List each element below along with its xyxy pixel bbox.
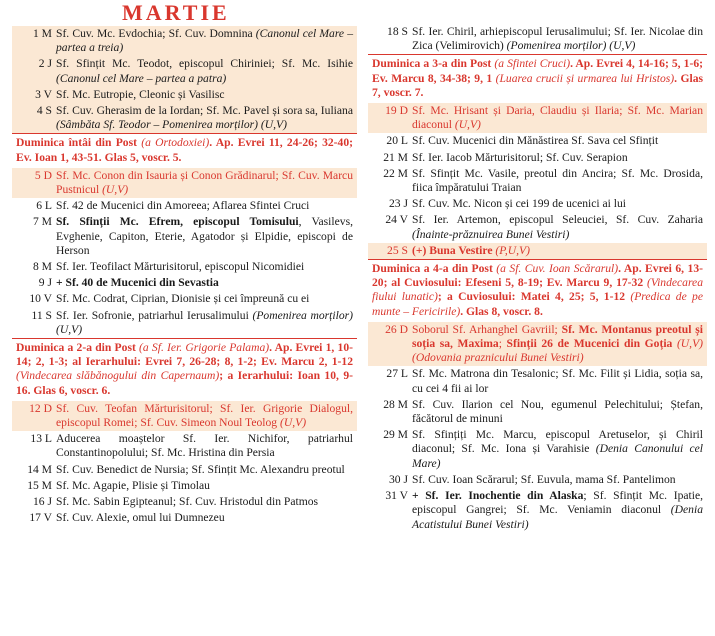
day-text-part: (Denia Canonului cel Mare) — [412, 442, 703, 470]
day-label: 3 V — [35, 87, 52, 101]
day-text-part: Sf. Mc. Eutropie, Cleonic și Vasilisc — [56, 87, 225, 101]
day-label: 6 L — [36, 199, 52, 213]
sunday-text-part: (a Sf. Cuv. Ioan Scărarul) — [496, 262, 619, 276]
sunday-text-part: (a Ortodoxiei) — [141, 136, 210, 150]
day-text — [412, 151, 703, 165]
day-label: 12 D — [29, 401, 52, 415]
day-text — [56, 309, 353, 337]
day-label: 22 M — [383, 166, 408, 180]
calendar-day-row — [368, 488, 707, 533]
sunday-text-part: ; a Ierarhului: Ioan 10, 9-16. Glas 6, voscr. 6. — [16, 369, 353, 397]
sunday-reading — [12, 133, 357, 167]
calendar-day-row — [12, 510, 357, 526]
day-text — [412, 25, 703, 53]
day-label: 18 S — [387, 25, 408, 38]
sunday-text-part: (Luarea crucii și urmarea lui Hristos) — [495, 71, 675, 85]
day-label: 9 J — [38, 276, 52, 290]
calendar-day-row — [368, 166, 707, 196]
day-label: 30 J — [388, 472, 408, 486]
day-text — [412, 167, 703, 195]
day-text — [56, 402, 353, 430]
day-text-part: Sf. Mc. Conon din Isauria și Conon Grădinarul; Sf. Cuv. Marcu Pustnicul — [56, 168, 353, 197]
calendar-day-row — [368, 24, 707, 54]
right-column — [368, 24, 707, 533]
day-text-part: + Sf. Ier. Inochentie din Alaska — [412, 489, 584, 503]
day-label: 8 M — [32, 260, 52, 274]
day-text — [56, 88, 353, 102]
sunday-text-part: . Glas 7, voscr. 7. — [372, 71, 703, 99]
calendar-day-row — [12, 168, 357, 198]
day-text-part: Aducerea moaștelor Sf. Ier. Nichifor, patriarhul Constantinopolului; Sf. Mc. Hristina din Persia — [56, 432, 353, 460]
calendar-day-row — [12, 275, 357, 291]
sunday-text-part: . Glas 8, voscr. 8. — [460, 304, 543, 318]
calendar-day-row — [368, 427, 707, 472]
day-text — [412, 489, 703, 532]
day-text-part: ; — [498, 337, 507, 351]
calendar-day-row — [368, 366, 707, 396]
day-text — [412, 134, 703, 148]
day-text-part: (U,V) — [454, 118, 481, 132]
day-label: 19 D — [385, 104, 408, 118]
day-label: 2 J — [38, 57, 52, 71]
calendar-day-row — [12, 462, 357, 478]
day-label: 16 J — [32, 495, 52, 509]
day-text-part: Sf. Sfințiți Mc. Marcu, episcopul Aretuselor, și Chiril diaconul; Sf. Mc. Iona și Varahisie — [412, 428, 703, 456]
day-label: 27 L — [386, 367, 408, 381]
day-text-part: (P,U,V) — [492, 243, 530, 257]
day-text-part: Sfinții 26 de Mucenici din Goția — [506, 337, 673, 351]
calendar-day-row — [12, 87, 357, 103]
calendar-day-row — [12, 214, 357, 259]
day-text — [412, 428, 703, 471]
day-text-part: (Canonul cel Mare – partea a patra) — [56, 71, 227, 85]
day-text-part: (Pomenirea morților) (U,V) — [56, 308, 353, 336]
calendar-day-row — [368, 196, 707, 212]
sunday-text-part: (a Sfintei Cruci) — [494, 57, 571, 71]
day-text-part: Sf. Cuv. Mucenici din Mănăstirea Sf. Sava cel Sfințit — [412, 134, 659, 148]
calendar-day-row — [368, 150, 707, 166]
calendar-day-row — [12, 308, 357, 338]
sunday-text-part: Duminica întâi din Post — [16, 136, 142, 150]
day-text-part: Sf. Sfinții Mc. Efrem, episcopul Tomisului — [56, 215, 299, 229]
day-label: 1 M — [32, 27, 52, 40]
calendar-day-row — [12, 26, 357, 56]
day-text-part: Sf. Mc. Agapie, Plisie și Timolau — [56, 478, 210, 492]
day-text — [56, 104, 353, 132]
day-text-part: Sf. Cuv. Ioan Scărarul; Sf. Euvula, mama Sf. Pantelimon — [412, 472, 676, 486]
calendar-day-row — [368, 103, 707, 133]
day-text-part: Sf. Cuv. Alexie, omul lui Dumnezeu — [56, 511, 225, 525]
day-label: 14 M — [27, 462, 52, 476]
sunday-reading — [12, 338, 357, 401]
day-text — [56, 260, 353, 274]
calendar-day-row — [12, 56, 357, 86]
day-text — [412, 213, 703, 241]
day-text-part: Sf. Mc. Montanus preotul și soția sa, Maxima — [412, 322, 703, 351]
day-text-part: Sf. Cuv. Gherasim de la Iordan; Sf. Mc. Pavel și sora sa, Iuliana — [56, 104, 353, 118]
day-text-part: Sf. Cuv. Teofan Mărturisitorul; Sf. Ier. Grigorie Dialogul, episcopul Romei; Sf. Cuv. Simeon Noul Teolog — [56, 401, 353, 430]
calendar-day-row — [12, 291, 357, 307]
calendar-day-row — [12, 401, 357, 431]
day-label: 17 V — [29, 511, 52, 525]
day-label: 26 D — [385, 322, 408, 336]
day-label: 21 M — [383, 150, 408, 164]
day-text-part: , Vasilevs, Evghenie, Capiton, Eterie, Agatodor și Elpidie, episcopi de Herson — [56, 215, 353, 257]
day-text-part: (+) Buna Vestire — [412, 243, 493, 257]
sunday-text-part: ; a Cuviosului: Matei 4, 25; 5, 1-12 — [437, 290, 631, 304]
sunday-text-part: . Ap. Evrei 4, 14-16; 5, 1-6; Ev. Marcu 8, 34-38; 9, 1 — [372, 57, 703, 85]
sunday-text-part: (Vindecarea fiului lunatic) — [372, 276, 703, 304]
day-text — [56, 495, 353, 509]
day-text-part: Soborul Sf. Arhanghel Gavriil; — [412, 322, 562, 336]
day-text — [412, 104, 703, 132]
day-text-part: (Sâmbăta Sf. Teodor – Pomenirea morților) (U,V) — [56, 118, 288, 132]
day-label: 15 M — [27, 478, 52, 492]
calendar-day-row — [368, 397, 707, 427]
day-text-part: Sf. Ier. Artemon, episcopul Seleuciei, Sf. Cuv. Zaharia — [412, 213, 703, 227]
calendar-day-row — [368, 322, 707, 367]
sunday-text-part: (a Sf. Ier. Grigorie Palama) — [139, 341, 270, 355]
calendar-day-row — [368, 212, 707, 242]
day-text-part: (Înainte-prăznuirea Bunei Vestiri) — [412, 227, 570, 241]
sunday-text-part: (Vindecarea slăbănogului din Capernaum) — [16, 369, 220, 383]
day-text-part: ; Sf. Sfințit Mc. Ipatie, episcopul Gangrei; Sf. Mc. Veniamin diaconul — [412, 489, 703, 517]
day-label: 25 S — [387, 243, 408, 257]
day-text — [56, 169, 353, 197]
sunday-text-part: Duminica a 2-a din Post — [16, 341, 140, 355]
day-label: 10 V — [29, 292, 52, 306]
day-text-part: Sf. Sfințit Mc. Teodot, episcopul Chiriniei; Sf. Mc. Isihie — [56, 57, 353, 71]
sunday-reading — [368, 259, 707, 322]
day-label: 13 L — [30, 432, 52, 446]
day-text-part: (Pomenirea morților) (U,V) — [506, 39, 636, 53]
day-text-part: Sf. Ier. Sofronie, patriarhul Ierusalimului — [56, 308, 253, 322]
day-text — [412, 197, 703, 211]
day-text-part: Sf. Mc. Hrisant și Daria, Claudiu și Ilaria; Sf. Mc. Marian diaconul — [412, 104, 703, 132]
day-text — [56, 292, 353, 306]
sunday-text-part: Duminica a 3-a din Post — [372, 57, 495, 71]
day-text — [412, 367, 703, 395]
day-text — [56, 276, 353, 290]
day-label: 31 V — [385, 489, 408, 503]
day-text — [412, 244, 703, 258]
day-text-part: Sf. Ier. Teofilact Mărturisitorul, episcopul Nicomidiei — [56, 260, 305, 274]
left-column — [12, 0, 357, 527]
day-text-part: (U,V) — [102, 183, 129, 197]
day-text-part: Sf. Cuv. Benedict de Nursia; Sf. Sfințit Mc. Alexandru preotul — [56, 462, 345, 476]
day-label: 23 J — [388, 197, 408, 211]
day-text — [56, 479, 353, 493]
day-text — [56, 199, 353, 213]
day-text-part: Sf. 42 de Mucenici din Amoreea; Aflarea Sfintei Cruci — [56, 199, 310, 213]
day-text-part: Sf. Mc. Sabin Egipteanul; Sf. Cuv. Hristodul din Patmos — [56, 495, 319, 509]
day-label: 20 L — [386, 134, 408, 148]
day-text-part: Sf. Cuv. Ilarion cel Nou, egumenul Pelechitului; Ștefan, făcătorul de minuni — [412, 397, 703, 426]
day-text — [56, 463, 353, 477]
sunday-reading — [368, 54, 707, 103]
calendar-day-row — [12, 478, 357, 494]
day-text-part: Sf. Mc. Codrat, Ciprian, Dionisie și cei împreună cu ei — [56, 292, 310, 306]
sunday-text-part: (Predica de pe munte – Fericirile) — [372, 290, 703, 318]
day-label: 24 V — [385, 213, 408, 227]
sunday-text-part: . Ap. Evrei 1, 10-14; 2, 1-3; al Ierarhului: Evrei 7, 26-28; 8, 1-2; Ev. Marcu 2, 1-12 — [16, 341, 353, 369]
day-text — [56, 432, 353, 460]
right-calendar-list — [368, 24, 707, 533]
day-text — [56, 511, 353, 525]
calendar-day-row — [368, 133, 707, 149]
calendar-day-row — [12, 494, 357, 510]
day-label: 28 M — [383, 397, 408, 411]
day-text-part: + Sf. 40 de Mucenici din Sevastia — [56, 276, 219, 290]
day-text-part: (U,V) — [279, 416, 307, 430]
calendar-day-row — [12, 431, 357, 461]
day-text-part: Sf. Ier. Iacob Mărturisitorul; Sf. Cuv. Serapion — [412, 150, 628, 164]
sunday-text-part: . Ap. Evrei 11, 24-26; 32-40; Ev. Ioan 1, 43-51. Glas 5, voscr. 5. — [16, 136, 353, 164]
day-label: 29 M — [383, 428, 408, 442]
day-label: 5 D — [34, 168, 52, 182]
sunday-text-part: Duminica a 4-a din Post — [372, 262, 497, 276]
day-text — [56, 27, 353, 55]
day-label: 4 S — [36, 104, 52, 118]
day-text-part: (U,V) (Odovania praznicului Bunei Vestiri) — [412, 337, 704, 365]
calendar-day-row — [12, 103, 357, 133]
day-text — [412, 473, 703, 487]
day-text-part: Sf. Cuv. Mc. Evdochia; Sf. Cuv. Domnina — [56, 27, 256, 40]
day-text — [56, 215, 353, 258]
left-calendar-list — [12, 26, 357, 527]
day-label: 11 S — [31, 308, 52, 322]
day-text-part: (Denia Acatistului Bunei Vestiri) — [412, 503, 703, 531]
calendar-day-row — [12, 259, 357, 275]
day-text — [412, 398, 703, 426]
day-text-part: Sf. Sfințit Mc. Vasile, preotul din Ancira; Sf. Mc. Drosida, fiica împăratului Traian — [412, 166, 703, 195]
month-title: MARTIE — [122, 0, 230, 25]
day-label: 7 M — [32, 215, 52, 229]
day-text-part: Sf. Mc. Matrona din Tesalonic; Sf. Mc. Filit și Lidia, soția sa, cu cei 4 fii ai lor — [412, 367, 703, 395]
day-text — [56, 57, 353, 85]
sunday-text-part: . Ap. Evrei 6, 13-20; al Cuviosului: Efeseni 5, 8-19; Ev. Marcu 9, 17-32 — [372, 262, 703, 290]
calendar-day-row — [368, 472, 707, 488]
day-text-part: Sf. Cuv. Mc. Nicon și cei 199 de ucenici ai lui — [412, 197, 627, 211]
day-text-part: (Canonul cel Mare – partea a treia) — [56, 27, 353, 55]
day-text — [412, 323, 703, 366]
calendar-day-row — [12, 198, 357, 214]
day-text-part: Sf. Ier. Chiril, arhiepiscopul Ierusalimului; Sf. Ier. Nicolae din Zica (Velimirovich) — [412, 25, 703, 53]
calendar-day-row — [368, 243, 707, 259]
